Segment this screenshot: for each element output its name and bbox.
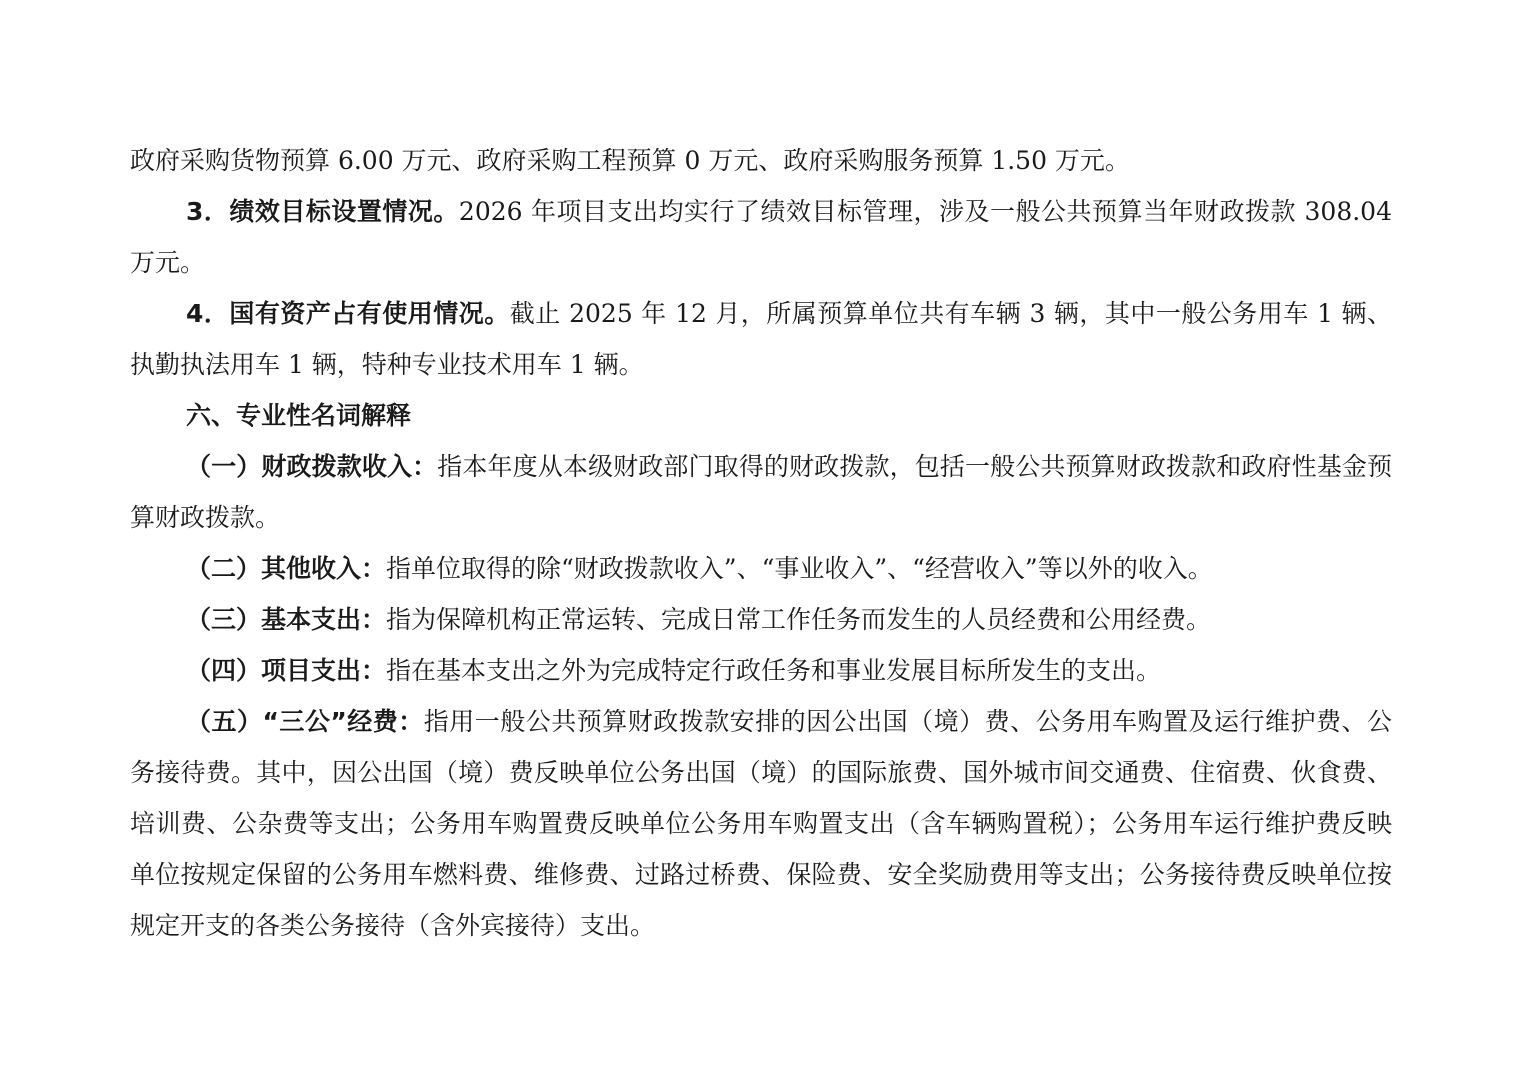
definition-other-income [130,543,1392,594]
definition-text: 指在基本支出之外为完成特定行政任务和事业发展目标所发生的支出。 [386,656,1162,685]
definition-fiscal-appropriation [130,441,1392,543]
paragraph-text: 2026 年项目支出均实行了绩效目标管理，涉及一般公共预算当年财政拨款 308.04 万元。 [130,197,1392,277]
definition-basic-expenditure [130,594,1392,645]
definition-project-expenditure [130,645,1392,696]
definition-three-public-expenses [130,696,1392,951]
paragraph-text: 政府采购货物预算 6.00 万元、政府采购工程预算 0 万元、政府采购服务预算 1.50 万元。 [130,146,1130,175]
definition-term: （二）其他收入： [186,554,387,583]
definition-text: 指本年度从本级财政部门取得的财政拨款，包括一般公共预算财政拨款和政府性基金预算财政拨款。 [130,452,1392,532]
definition-text: 指为保障机构正常运转、完成日常工作任务而发生的人员经费和公用经费。 [386,605,1212,634]
definition-term: （五）“三公”经费： [186,707,424,736]
paragraph-procurement [130,135,1392,186]
definition-text: 指用一般公共预算财政拨款安排的因公出国（境）费、公务用车购置及运行维护费、公务接待费。其中，因公出国（境）费反映单位公务出国（境）的国际旅费、国外城市间交通费、住宿费、伙食费、培训费、公杂费等支出；公务用车购置费反映单位公务用车购置支出（含车辆购置税）；公务用车运行维护费反映单位按规定保留的公务用车燃料费、维修费、过路过桥费、保险费、安全奖励费用等支出；公务接待费反映单位按规定开支的各类公务接待（含外宾接待）支出。 [130,707,1392,940]
paragraph-text: 截止 2025 年 12 月，所属预算单位共有车辆 3 辆，其中一般公务用车 1 辆、执勤执法用车 1 辆，特种专业技术用车 1 辆。 [130,299,1392,379]
definition-term: （一）财政拨款收入： [186,452,438,481]
paragraph-lead: 4．国有资产占有使用情况。 [186,299,510,328]
definition-term: （三）基本支出： [186,605,387,634]
paragraph-performance-goals [130,186,1392,288]
definition-text: 指单位取得的除“财政拨款收入”、“事业收入”、“经营收入”等以外的收入。 [386,554,1213,583]
paragraph-state-assets [130,288,1392,390]
section-heading: 六、专业性名词解释 [186,401,412,430]
definition-term: （四）项目支出： [186,656,387,685]
paragraph-lead: 3．绩效目标设置情况。 [186,197,459,226]
document-body [130,135,1392,951]
